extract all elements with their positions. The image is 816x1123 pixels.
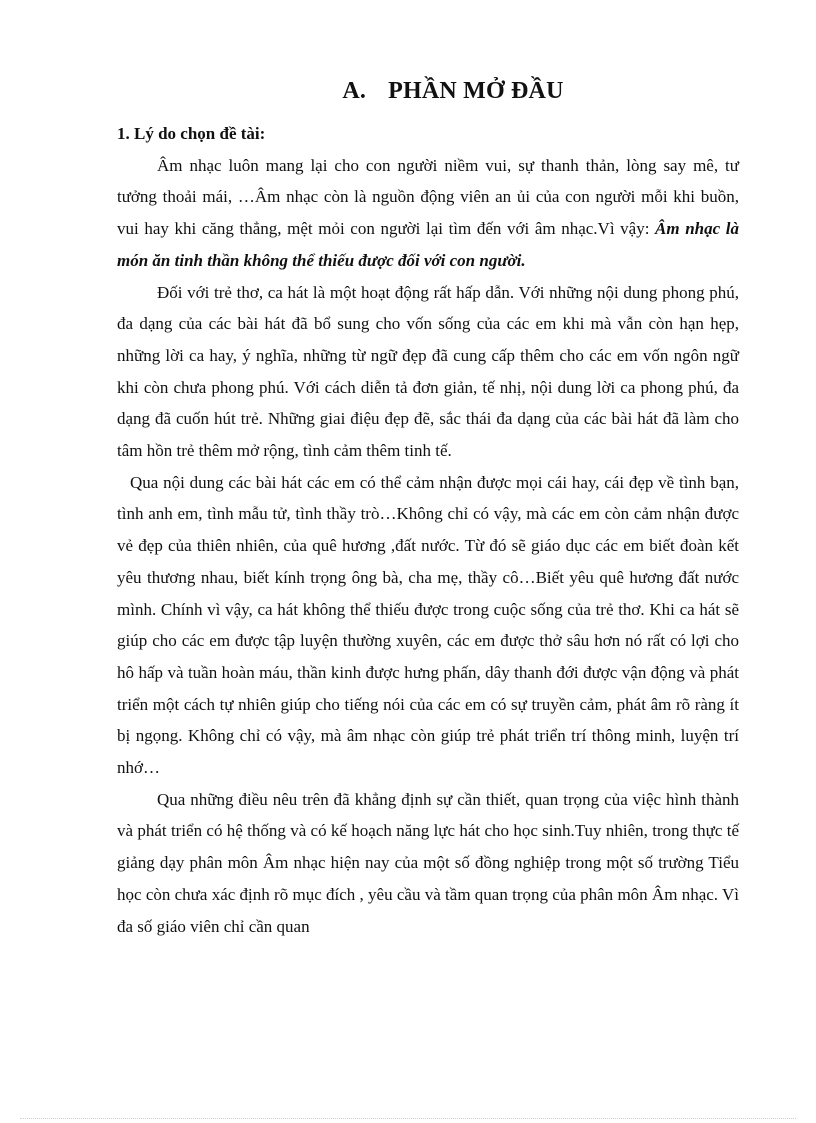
paragraph-1 — [117, 150, 739, 277]
document-body — [117, 118, 739, 942]
paragraph-3: Qua nội dung các bài hát các em có thể cảm nhận được mọi cái hay, cái đẹp về tình bạn, tình anh em, tình mẫu tử, tình thầy trò…Không chỉ có vậy, mà các em còn cảm nhận được vẻ đẹp của thiên nhiên, của quê hương ,đất nước. Từ đó sẽ giáo dục các em biết đoàn kết yêu thương nhau, biết kính trọng ông bà, cha mẹ, thầy cô…Biết yêu quê hương đất nước mình. Chính vì vậy, ca hát không thể thiếu được trong cuộc sống của trẻ thơ. Khi ca hát sẽ giúp cho các em được tập luyện thường xuyên, các em được thở sâu hơn nó rất có lợi cho hô hấp và tuần hoàn máu, thần kinh được hưng phấn, dây thanh đới được vận động và phát triển một cách tự nhiên giúp cho tiếng nói của các em có sự truyền cảm, phát âm rõ ràng ít bị ngọng. Không chỉ có vậy, mà âm nhạc còn giúp trẻ phát triển trí thông minh, luyện trí nhớ… — [117, 472, 739, 778]
paragraph-1-text: Âm nhạc luôn mang lại cho con người niềm vui, sự thanh thản, lòng say mê, tư tưởng thoải mái, …Âm nhạc còn là nguồn động viên an ủi của con người mỗi khi buồn, vui hay khi căng thẳng, mệt mỏi con người lại tìm đến với âm nhạc.Vì vậy: — [117, 155, 739, 239]
paragraph-4: Qua những điều nêu trên đã khẳng định sự cần thiết, quan trọng của việc hình thành và phát triển có hệ thống và có kế hoạch năng lực hát cho học sinh.Tuy nhiên, trong thực tế giảng dạy phân môn Âm nhạc hiện nay của một số đồng nghiệp trong một số trường Tiểu học còn chưa xác định rõ mục đích , yêu cầu và tầm quan trọng của phân môn Âm nhạc. Vì đa số giáo viên chỉ cần quan — [117, 789, 739, 936]
page-heading — [0, 78, 816, 105]
heading-title: PHẦN MỞ ĐẦU — [388, 78, 564, 104]
paragraph-1-emphasis: Âm nhạc là món ăn tinh thần không thể thiếu được đối với con người. — [117, 219, 739, 270]
page-bottom-divider — [20, 1118, 796, 1119]
paragraph-2: Đối với trẻ thơ, ca hát là một hoạt động rất hấp dẫn. Với những nội dung phong phú, đa dạng của các bài hát đã bổ sung cho vốn sống của các em khi mà vẫn còn hạn hẹp, những lời ca hay, ý nghĩa, những từ ngữ đẹp đã cung cấp thêm cho các em vốn ngôn ngữ khi còn chưa phong phú. Với cách diễn tả đơn giản, tế nhị, nội dung lời ca phong phú, đa dạng đã cuốn hút trẻ. Những giai điệu đẹp đẽ, sắc thái đa dạng của các bài hát đã làm cho tâm hồn trẻ thêm mở rộng, tình cảm thêm tinh tế. — [117, 282, 739, 461]
heading-number: A. — [342, 78, 367, 104]
section-title: 1. Lý do chọn đề tài: — [117, 124, 266, 143]
